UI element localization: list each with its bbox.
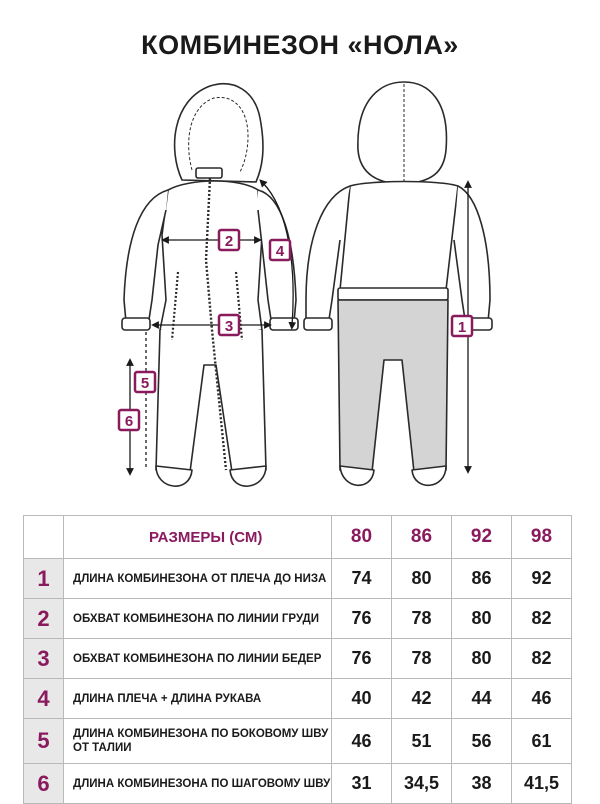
jumpsuit-diagram (0, 70, 600, 510)
row-value: 44 (452, 679, 512, 719)
row-value: 40 (332, 679, 392, 719)
page-title: КОМБИНЕЗОН «НОЛА» (141, 30, 459, 60)
table-row (24, 764, 572, 804)
svg-text:1: 1 (457, 319, 467, 336)
row-value: 74 (332, 559, 392, 599)
table-row (24, 679, 572, 719)
row-value: 92 (512, 559, 572, 599)
svg-text:2: 2 (224, 233, 234, 250)
row-value: 80 (392, 559, 452, 599)
row-label: ДЛИНА КОМБИНЕЗОНА ПО ШАГОВОМУ ШВУ (64, 764, 332, 804)
marker-badge-2 (219, 230, 239, 250)
size-header-98: 98 (512, 516, 572, 559)
row-value: 82 (512, 599, 572, 639)
row-label: ДЛИНА ПЛЕЧА + ДЛИНА РУКАВА (64, 679, 332, 719)
marker-badge-6 (119, 410, 139, 430)
table-row (24, 639, 572, 679)
row-label: ДЛИНА КОМБИНЕЗОНА ПО БОКОВОМУ ШВУ ОТ ТАЛИИ (64, 719, 332, 764)
size-header-80: 80 (332, 516, 392, 559)
table-corner (24, 516, 64, 559)
row-value: 46 (332, 719, 392, 764)
size-header-86: 86 (392, 516, 452, 559)
row-index: 3 (24, 639, 64, 679)
row-value: 61 (512, 719, 572, 764)
row-value: 31 (332, 764, 392, 804)
row-label: ОБХВАТ КОМБИНЕЗОНА ПО ЛИНИИ ГРУДИ (64, 599, 332, 639)
size-header-92: 92 (452, 516, 512, 559)
svg-text:4: 4 (275, 243, 285, 260)
row-value: 80 (452, 599, 512, 639)
svg-text:3: 3 (224, 318, 234, 335)
row-value: 51 (392, 719, 452, 764)
row-value: 76 (332, 599, 392, 639)
table-header-row (24, 516, 572, 559)
row-index: 6 (24, 764, 64, 804)
row-value: 78 (392, 639, 452, 679)
row-label: ОБХВАТ КОМБИНЕЗОНА ПО ЛИНИИ БЕДЕР (64, 639, 332, 679)
row-value: 42 (392, 679, 452, 719)
table-row (24, 599, 572, 639)
table-row (24, 559, 572, 599)
row-label: ДЛИНА КОМБИНЕЗОНА ОТ ПЛЕЧА ДО НИЗА (64, 559, 332, 599)
sizes-header-label: РАЗМЕРЫ (СМ) (64, 516, 332, 559)
row-index: 1 (24, 559, 64, 599)
row-value: 78 (392, 599, 452, 639)
row-value: 86 (452, 559, 512, 599)
back-view (304, 82, 492, 485)
row-value: 56 (452, 719, 512, 764)
row-index: 4 (24, 679, 64, 719)
row-value: 76 (332, 639, 392, 679)
row-value: 80 (452, 639, 512, 679)
row-index: 5 (24, 719, 64, 764)
marker-badge-5 (135, 372, 155, 392)
row-value: 82 (512, 639, 572, 679)
row-value: 38 (452, 764, 512, 804)
row-value: 41,5 (512, 764, 572, 804)
row-value: 46 (512, 679, 572, 719)
table-row (24, 719, 572, 764)
svg-text:6: 6 (124, 413, 134, 430)
marker-badge-4 (270, 240, 290, 260)
marker-badge-1 (452, 316, 472, 336)
row-index: 2 (24, 599, 64, 639)
marker-badge-3 (219, 315, 239, 335)
front-view (122, 84, 298, 486)
size-table (23, 515, 572, 804)
svg-text:5: 5 (140, 375, 150, 392)
row-value: 34,5 (392, 764, 452, 804)
